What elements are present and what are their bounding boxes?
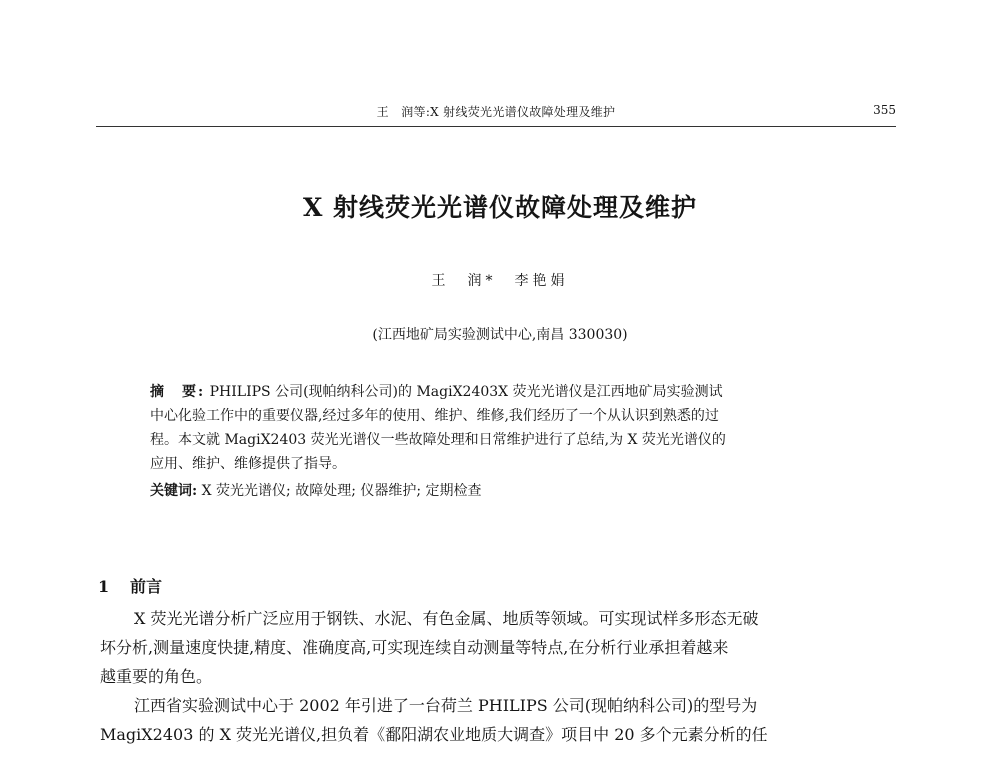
page-number: 355 (873, 103, 896, 117)
author-list: 王 润* 李艳娟 (431, 273, 569, 289)
body-text (100, 604, 905, 749)
paper-title: X 射线荧光光谱仪故障处理及维护 (302, 193, 698, 222)
keywords-text: X 荧光光谱仪; 故障处理; 仪器维护; 定期检查 (201, 483, 482, 499)
keywords-label: 关键词: (150, 483, 198, 499)
abstract-text-line: PHILIPS 公司(现帕纳科公司)的 MagiX2403X 荧光光谱仪是江西地矿局实验测试 (209, 384, 723, 400)
abstract-text-line: 中心化验工作中的重要仪器,经过多年的使用、维护、维修,我们经历了一个从认识到熟悉的过 (150, 408, 719, 424)
abstract-label: 摘 要: (150, 384, 206, 400)
abstract-text-line: 程。本文就 MagiX2403 荧光光谱仪一些故障处理和日常维护进行了总结,为 X 荧光光谱仪的 (150, 432, 726, 448)
author-affiliation: (江西地矿局实验测试中心,南昌 330030) (372, 327, 628, 343)
running-title: 王 润等:X 射线荧光光谱仪故障处理及维护 (376, 105, 616, 119)
body-paragraph-line: MagiX2403 的 X 荧光光谱仪,担负着《鄱阳湖农业地质大调查》项目中 20 多个元素分析的任 (100, 725, 768, 744)
body-paragraph-line: 江西省实验测试中心于 2002 年引进了一台荷兰 PHILIPS 公司(现帕纳科公司)的型号为 (134, 696, 758, 715)
body-paragraph-line: X 荧光光谱分析广泛应用于钢铁、水泥、有色金属、地质等领域。可实现试样多形态无破 (134, 609, 759, 628)
abstract-line (150, 380, 880, 404)
keywords-line (150, 479, 880, 503)
body-paragraph-line: 越重要的角色。 (100, 667, 213, 686)
running-header (96, 100, 896, 127)
body-paragraph-line: 坏分析,测量速度快捷,精度、准确度高,可实现连续自动测量等特点,在分析行业承担着越来 (100, 638, 729, 657)
abstract-text-line: 应用、维护、维修提供了指导。 (150, 456, 346, 472)
section-number: 1 (98, 577, 110, 596)
section-heading (98, 574, 162, 597)
section-title: 前言 (130, 577, 163, 596)
abstract-block (150, 380, 880, 503)
